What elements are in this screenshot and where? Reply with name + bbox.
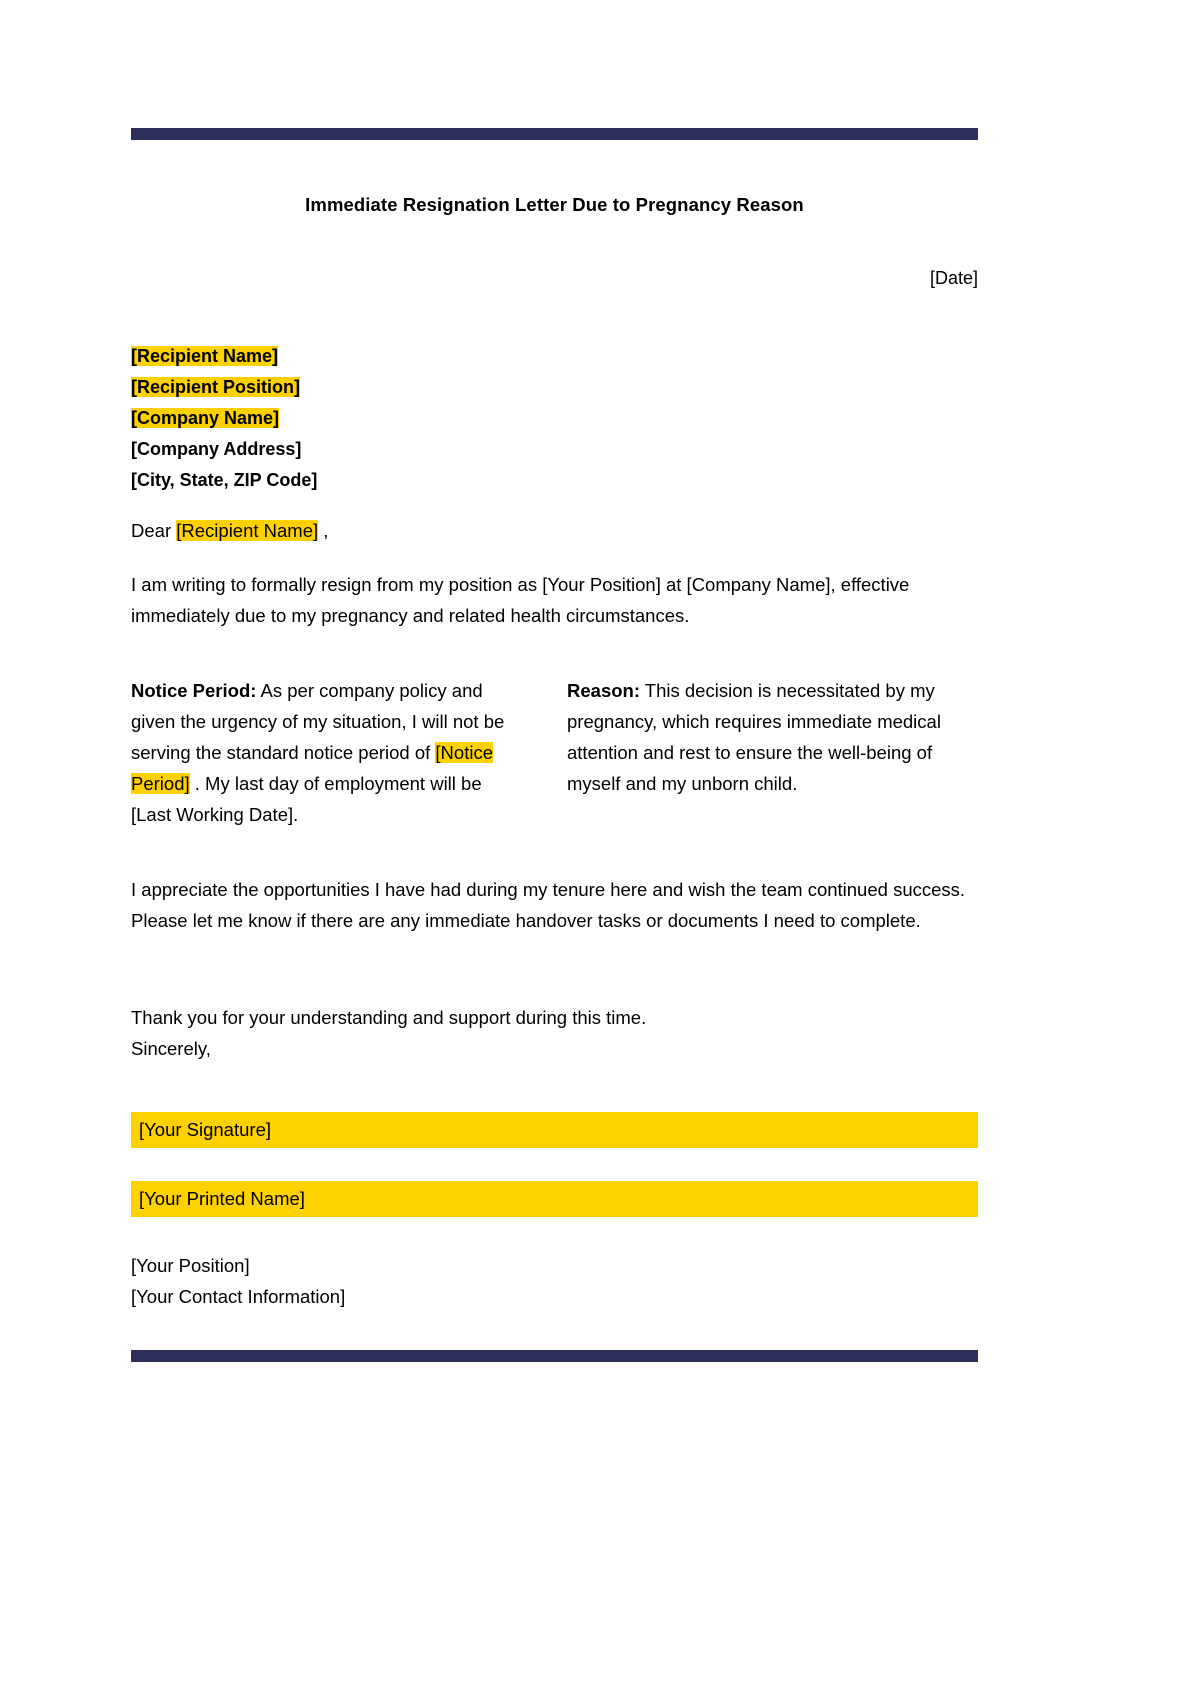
sender-position-line: [Your Position] <box>131 1254 250 1276</box>
printed-name-placeholder-bar: [Your Printed Name] <box>131 1181 978 1217</box>
recipient-address-line: [Company Address] <box>131 438 302 459</box>
reason-column <box>567 675 957 830</box>
recipient-company-line <box>131 403 978 434</box>
thanks-block <box>131 1002 978 1064</box>
footer-rule <box>131 1350 978 1362</box>
recipient-name-highlight: [Recipient Name] <box>131 345 279 366</box>
two-column-section <box>131 675 978 830</box>
recipient-block <box>131 341 978 496</box>
date-placeholder: [Date] <box>929 268 978 289</box>
sender-contact-line: [Your Contact Information] <box>131 1285 346 1307</box>
notice-period-column <box>131 675 521 830</box>
page-title: Immediate Resignation Letter Due to Pregnancy Reason <box>305 194 804 215</box>
footer-rule-wrapper <box>131 1350 978 1362</box>
appreciation-paragraph: I appreciate the opportunities I have had during my tenure here and wish the team continued success. Please let me know if there are any immediate handover tasks or documents I need to complete. <box>131 878 966 931</box>
salutation-punctuation: , <box>323 519 329 541</box>
sign-off-line: Sincerely, <box>131 1037 211 1059</box>
notice-period-text-after: . My last day of employment will be [Last Working Date]. <box>131 772 482 825</box>
salutation-name-highlight: [Recipient Name] <box>176 519 319 541</box>
thanks-line: Thank you for your understanding and support during this time. <box>131 1006 647 1028</box>
salutation-line <box>131 519 978 544</box>
recipient-city-state-zip-line: [City, State, ZIP Code] <box>131 469 318 490</box>
recipient-company-highlight: [Company Name] <box>131 407 280 428</box>
recipient-position-line <box>131 372 978 403</box>
reason-label: Reason: <box>567 679 640 701</box>
notice-period-text-before: As per company policy and given the urgency of my situation, I will not be serving the standard notice period of <box>131 679 505 763</box>
document-content <box>131 0 978 1362</box>
sender-info-block <box>131 1250 978 1312</box>
opening-paragraph: I am writing to formally resign from my position as [Your Position] at [Company Name], effective immediately due to my pregnancy and related health circumstances. <box>131 573 910 626</box>
recipient-name-line <box>131 341 978 372</box>
salutation-greeting: Dear <box>131 519 172 541</box>
header-rule <box>131 128 978 140</box>
notice-period-highlight: [Notice Period] <box>131 741 493 794</box>
recipient-position-highlight: [Recipient Position] <box>131 376 301 397</box>
notice-period-label: Notice Period: <box>131 679 257 701</box>
signature-placeholder-bar: [Your Signature] <box>131 1112 978 1148</box>
reason-text: This decision is necessitated by my pregnancy, which requires immediate medical attention and rest to ensure the well-being of myself and my unborn child. <box>567 679 941 794</box>
